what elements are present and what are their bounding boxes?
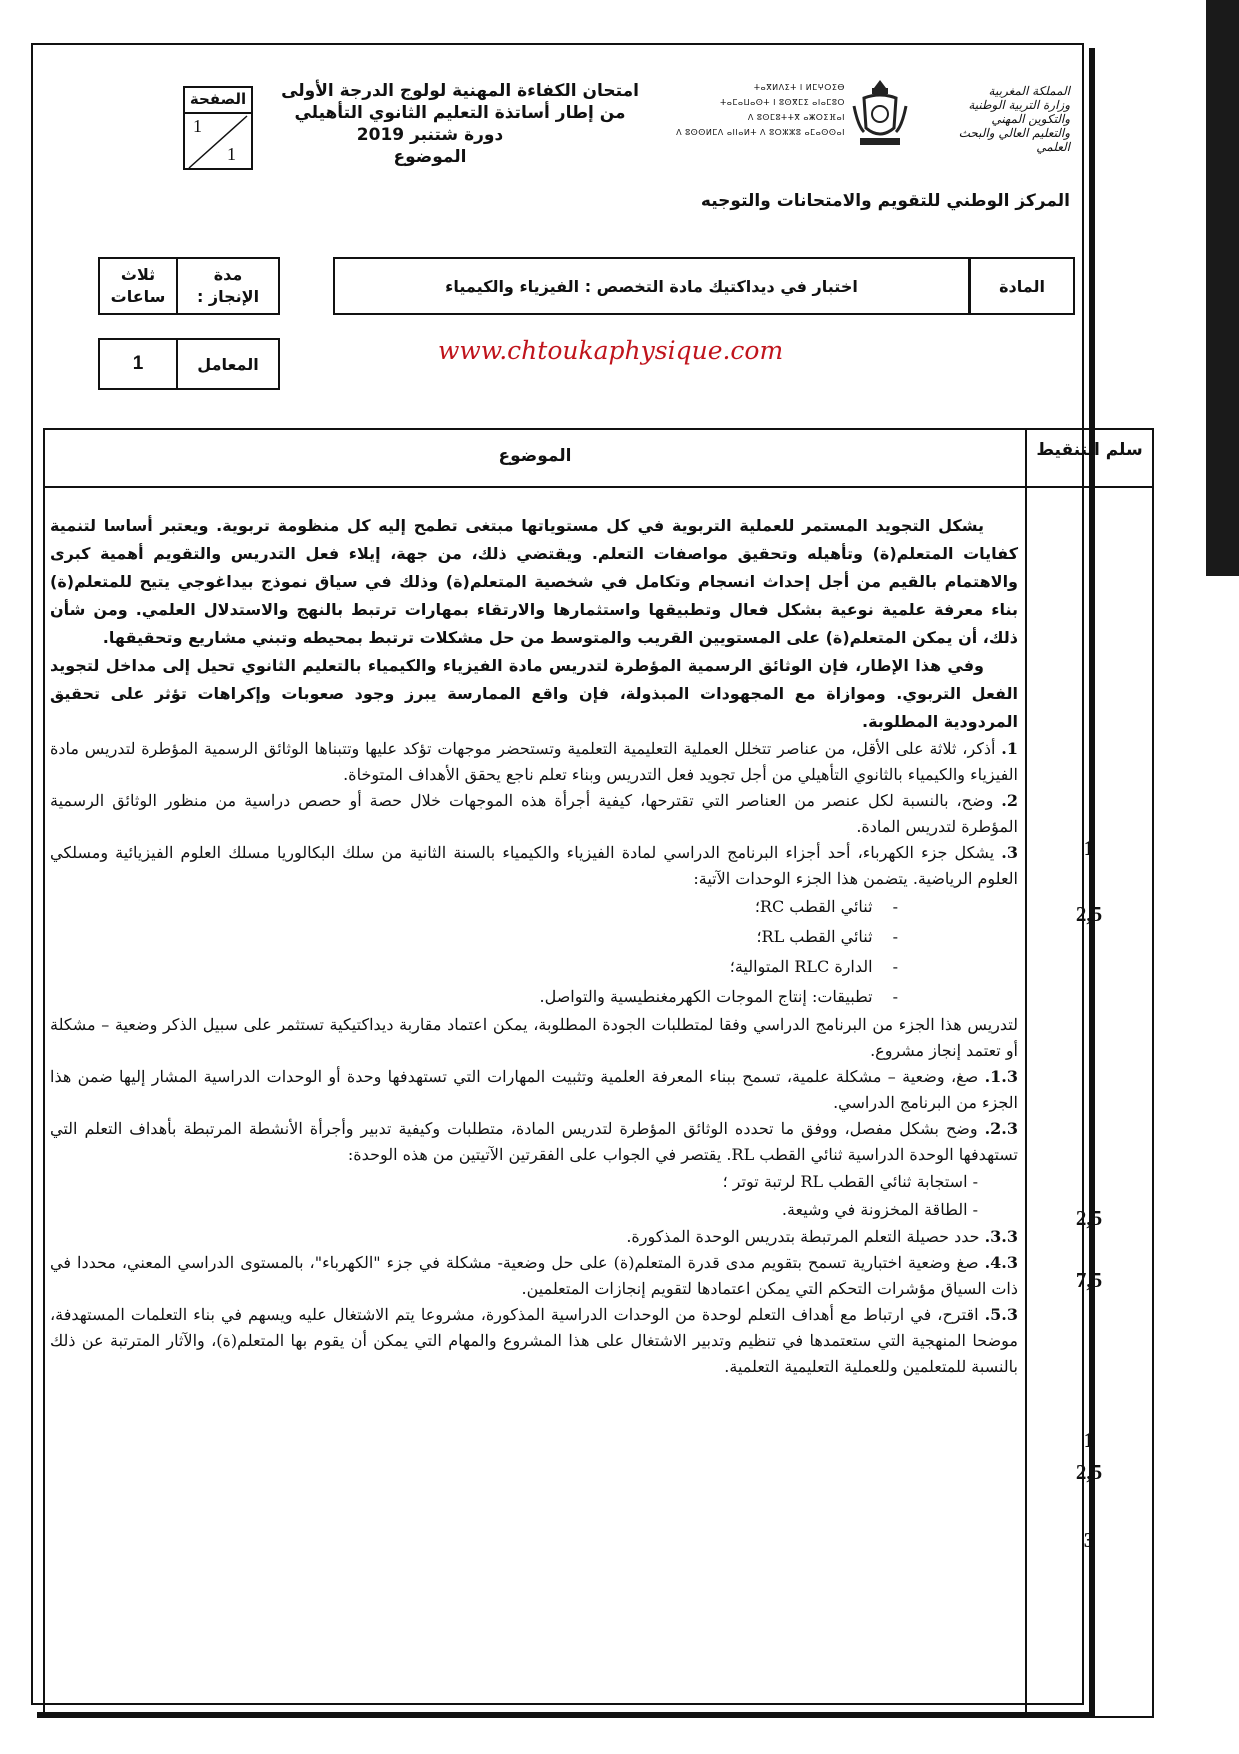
list-item: -ثنائي القطب RL؛ [756,927,898,946]
list-item: -ثنائي القطب RC؛ [754,897,898,916]
intro-paragraph-2: وفي هذا الإطار، فإن الوثائق الرسمية المؤطرة لتدريس مادة الفيزياء والكيمياء بالتعليم الثانوي تحيل إلى مداخل لتجويد الفعل التربوي. وموازاة مع المجهودات المبذولة، فإن واقع الممارسة يبرز وجود صعوبات وإكراهات تؤثر على تحقيق المردودية المطلوبة. [50,656,1018,731]
website-link[interactable]: www.chtoukaphysique.com [438,336,784,365]
ministry-line-2: وزارة التربية الوطنية [968,98,1070,112]
ministry-line-4: والتعليم العالي والبحث العلمي [958,126,1070,154]
ministry-line-3: والتكوين المهني [991,112,1070,126]
question-2 [50,788,1018,840]
question-1-number: 1. [1001,739,1018,758]
duration-value: ثلاث ساعات [98,257,178,315]
tifinagh-line-2: ⵜⴰⵎⴰⵡⴰⵙⵜ ⵏ ⵓⵙⴳⵎⵉ ⴰⵏⴰⵎⵓⵔ [720,98,845,107]
unit-rc: ثنائي القطب RC؛ [754,897,873,916]
center-name: المركز الوطني للتقويم والامتحانات والتوجيه [700,191,1070,211]
subject-column-header: الموضوع [498,446,572,466]
question-3-text: يشكل جزء الكهرباء، أحد أجزاء البرنامج الدراسي لمادة الفيزياء والكيمياء بالسنة الثانية من سلك البكالوريا مسلك العلوم الفيزيائية ومسلكي العلوم الرياضية. يتضمن هذا الجزء الوحدات الآتية: [50,843,1018,888]
tifinagh-line-1: ⵜⴰⴳⵍⴷⵉⵜ ⵏ ⵍⵎⵖⵔⵉⴱ [753,83,845,92]
subject-label: المادة [969,257,1075,315]
units-list [50,892,1018,1012]
intro-paragraph-1: يشكل التجويد المستمر للعملية التربوية في كل مستوياتها مبتغى تطمح إليه كل منظومة تربوية. ويعتبر أساسا لتنمية كفايات المتعلم(ة) وتأهيله وتحقيق مواصفات التعلم. ويقتضي ذلك، من جهة، إيلاء فعل التدريس والتقويم أهمية كبرى والاهتمام بالقيم من أجل إحداث انسجام وتكامل في شخصية المتعلم(ة) وذلك في سياق نموذج بيداغوجي يتيح للمتعلم(ة) بناء معرفة علمية نوعية بشكل فعال وتطبيقها واستثمارها والارتقاء بمهارات ترتبط بالنهج والاستدلال العلمي. ومن شأن ذلك، أن يمكن المتعلم(ة) على المستويين القريب والمتوسط من حل مشكلات ترتبط بمحيطه وتبني مشاريع وتحقيقها. [50,516,1018,647]
table-column-divider [1025,428,1027,1718]
scan-edge-bar [1206,0,1239,576]
coefficient-label: المعامل [176,338,280,390]
score-q1: 1 [1083,836,1095,860]
page-label: الصفحة [185,88,251,114]
score-q1-3: 2,5 [1075,1206,1103,1230]
question-1-text: أذكر، ثلاثة على الأقل، من عناصر تتخلل العملية التعليمية التعلمية وتستحضر موجهات تؤكد عليها وتتبناها الوثائق الرسمية المؤطرة لتدريس مادة الفيزياء والكيمياء بالثانوي التأهيلي من أجل تجويد فعل التدريس وبناء تعلم ناجع يحقق الأهداف المتوخاة. [50,739,1018,784]
subquestion-5-3-text: اقترح، في ارتباط مع أهداف التعلم لوحدة من الوحدات الدراسية المذكورة، مشروعا يتم الاشتغال عليه ويسهم في بناء التعلمات المستهدفة، موضحا المنهجية التي ستعتمدها في تنظيم وتدبير الاشتغال على هذا المشروع والمهام التي يمكن أن يقوم بها المتعلم(ة)، والآثار المترتبة عن ذلك بالنسبة للمتعلمين وللعملية التعليمية التعلمية. [50,1305,1018,1376]
list-item: - الطاقة المخزونة في وشيعة. [781,1200,978,1219]
list-item: -تطبيقات: إنتاج الموجات الكهرمغنطيسية والتواصل. [539,987,898,1006]
question-2-number: 2. [1001,791,1018,810]
subquestion-1-3-text: صغ، وضعية – مشكلة علمية، تسمح ببناء المعرفة العلمية وتثبيت المهارات التي تستهدفها وحدة أو الوحدات الدراسية المشار إليها ضمن هذا الجزء من البرنامج الدراسي. [50,1067,1018,1112]
exam-body [50,512,1018,1380]
subquestion-5-3 [50,1302,1018,1380]
ministry-line-1: المملكة المغربية [988,84,1070,98]
table-bottom-border [43,1716,1154,1718]
exam-title-line-1: امتحان الكفاءة المهنية لولوج الدرجة الأولى [281,81,639,101]
subquestion-1-3-number: 1.3. [984,1067,1018,1086]
tifinagh-ministry-text [655,80,845,140]
subquestion-3-3-text: حدد حصيلة التعلم المرتبطة بتدريس الوحدة المذكورة. [626,1227,985,1246]
subquestion-1-3 [50,1064,1018,1116]
unit-applications: تطبيقات: إنتاج الموجات الكهرمغنطيسية والتواصل. [539,987,873,1006]
paragraphs-list [50,1168,1018,1224]
table-header-bottom [43,486,1154,488]
score-column-header: سلم التنقيط [1036,440,1143,460]
exam-title-line-2: من إطار أساتذة التعليم الثانوي التأهيلي [294,103,626,123]
unit-rl: ثنائي القطب RL؛ [756,927,873,946]
subquestion-2-3-text: وضح بشكل مفصل، ووفق ما تحدده الوثائق المؤطرة لتدريس المادة، متطلبات وكيفية تدبير وأجرأة الأنشطة المرتبطة بأهداف التعلم التي تستهدفها الوحدة الدراسية ثنائي القطب RL. يقتصر في الجواب على الفقرتين الآتيتين من هذه الوحدة: [50,1119,1018,1164]
subquestion-5-3-number: 5.3. [984,1305,1019,1324]
subquestion-3-3-number: 3.3. [984,1227,1018,1246]
question-3 [50,840,1018,892]
list-item: - استجابة ثنائي القطب RL لرتبة توتر ؛ [722,1172,978,1191]
royal-emblem-icon [850,76,910,154]
subquestion-4-3-text: صغ وضعية اختبارية تسمح بتقويم مدى قدرة المتعلم(ة) على حل وضعية- مشكلة في جزء "الكهرباء"، بالمستوى الدراسي المعني، محددا في ذات السياق مؤشرات التحكم التي يمكن اعتمادها لتقويم إنجازات المتعلمين. [50,1253,1018,1298]
exam-session: دورة شتنبر 2019 [356,125,504,145]
page-current: 1 [193,116,202,136]
question-1 [50,736,1018,788]
score-q2-3: 7,5 [1075,1268,1103,1292]
ministry-name [925,84,1070,154]
page-total: 1 [227,144,236,164]
table-left-border [43,428,45,1718]
page-fraction [185,114,251,170]
coefficient-value: 1 [98,338,178,390]
subquestion-4-3-number: 4.3. [984,1253,1018,1272]
page-number-box [183,86,253,170]
exam-subject-heading: الموضوع [393,147,467,167]
question-3-number: 3. [1001,843,1019,862]
score-q3-3: 1 [1083,1428,1095,1452]
subquestion-4-3 [50,1250,1018,1302]
exam-title [270,80,650,168]
question-2-text: وضح، بالنسبة لكل عنصر من العناصر التي تقترحها، كيفية أجرأة هذه الموجهات خلال حصة أو حصص دراسية من منظور الوثائق الرسمية المؤطرة لتدريس المادة. [50,791,1018,836]
tifinagh-line-4: ⴷ ⵓⵙⵙⵍⵎⴷ ⴰⵏⵏⴰⵍⵜ ⴷ ⵓⵔⵣⵣⵓ ⴰⵎⴰⵙⵙⴰⵏ [676,128,845,137]
score-q4-3: 2,5 [1075,1460,1103,1484]
score-q2: 2,5 [1075,902,1103,926]
subquestion-2-3-number: 2.3. [984,1119,1018,1138]
table-top-border [43,428,1154,430]
table-right-border [1152,428,1154,1718]
subquestion-3-3 [50,1224,1018,1250]
approach-paragraph: لتدريس هذا الجزء من البرنامج الدراسي وفقا لمتطلبات الجودة المطلوبة، يمكن اعتماد مقاربة ديداكتيكية تستثمر على سبيل الذكر وضعية – مشكلة أو تعتمد إنجاز مشروع. [50,1015,1018,1060]
duration-label: مدة الإنجاز : [176,257,280,315]
list-item: -الدارة RLC المتوالية؛ [729,957,898,976]
unit-rlc: الدارة RLC المتوالية؛ [729,957,873,976]
tifinagh-line-3: ⴷ ⵓⵙⵎⵓⵜⵜⴳ ⴰⵥⵔⵉⴼⴰⵏ [747,113,845,122]
subquestion-2-3 [50,1116,1018,1168]
subject-value: اختبار في ديداكتيك مادة التخصص : الفيزياء والكيمياء [333,257,969,315]
score-q5-3: 3 [1083,1528,1095,1552]
